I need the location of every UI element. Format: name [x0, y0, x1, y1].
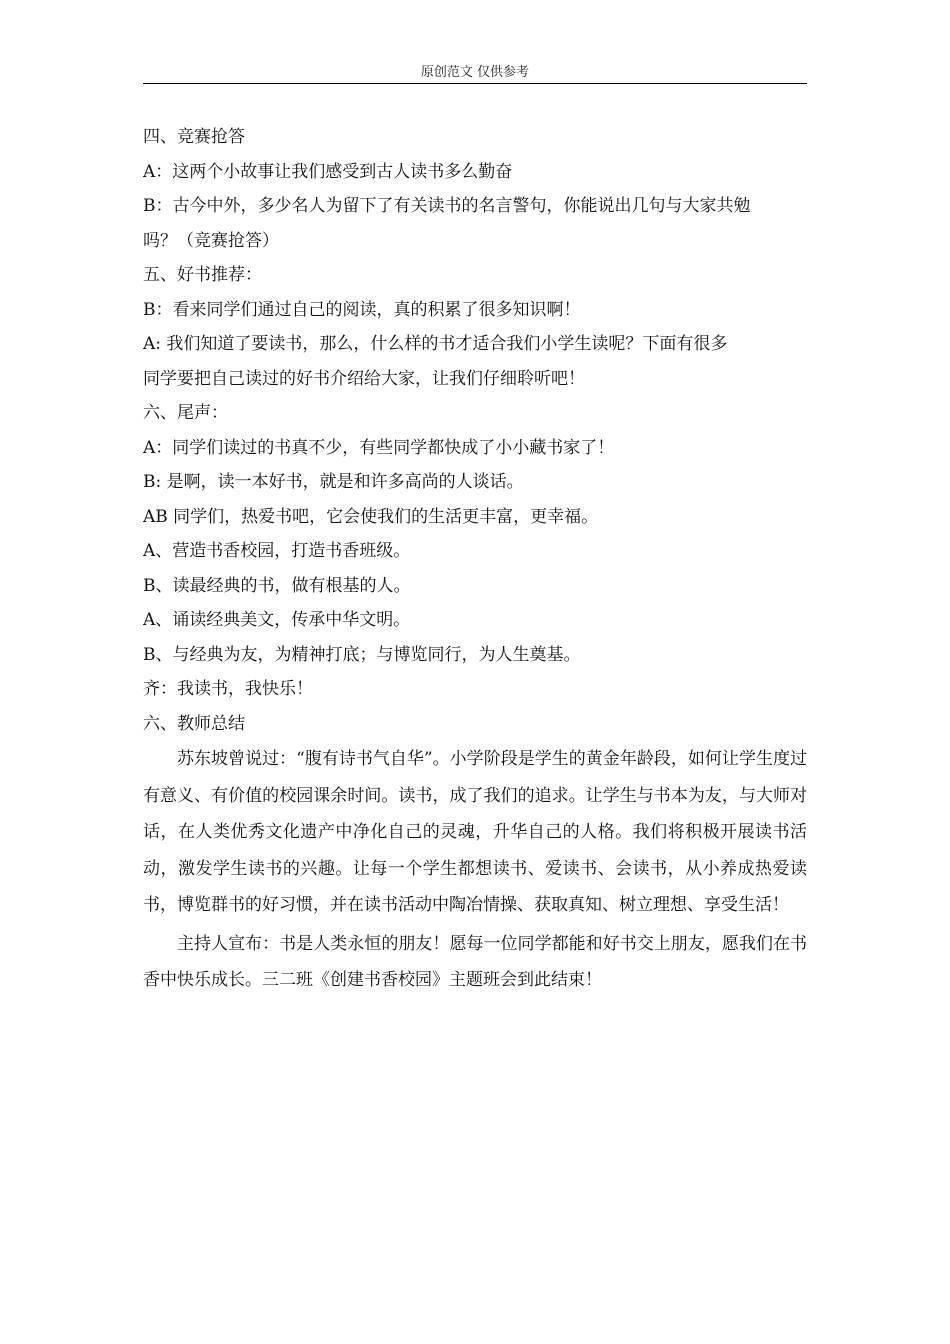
dialogue-line: B、与经典为友，为精神打底；与博览同行，为人生奠基。	[143, 644, 581, 665]
dialogue-line: A：同学们读过的书真不少，有些同学都快成了小小藏书家了！	[143, 437, 615, 458]
dialogue-line: A、营造书香校园，打造书香班级。	[143, 541, 411, 561]
section-heading: 六、教师总结	[143, 713, 245, 734]
dialogue-line: B：看来同学们通过自己的阅读，真的积累了很多知识啊！	[143, 299, 581, 320]
dialogue-line: B、读最经典的书，做有根基的人。	[143, 575, 411, 596]
section-heading: 五、好书推荐：	[143, 265, 262, 285]
dialogue-line: A、诵读经典美文，传承中华文明。	[143, 610, 411, 630]
dialogue-line: B：古今中外，多少名人为留下了有关读书的名言警句，你能说出几句与大家共勉	[143, 196, 751, 216]
dialogue-line: B: 是啊，读一本好书，就是和许多高尚的人谈话。	[143, 472, 524, 492]
dialogue-line: AB 同学们，热爱书吧，它会使我们的生活更丰富，更幸福。	[143, 506, 599, 527]
section-heading: 六、尾声：	[143, 403, 228, 423]
document-body	[143, 120, 807, 999]
header-rule	[143, 83, 807, 84]
dialogue-line: 同学要把自己读过的好书介绍给大家，让我们仔细聆听吧！	[143, 368, 585, 389]
dialogue-line: 吗？（竞赛抢答）	[143, 230, 279, 251]
summary-paragraph: 苏东坡曾说过：“腹有诗书气自华”。小学阶段是学生的黄金年龄段，如何让学生度过有意义、有价值的校园课余时间。读书，成了我们的追求。让学生与书本为友，与大师对话，在人类优秀文化遗产中净化自己的灵魂，升华自己的人格。我们将积极开展读书活动，激发学生读书的兴趣。让每一个学生都想读书、爱读书、会读书，从小养成热爱读书，博览群书的好习惯，并在读书活动中陶冶情操、获取真知、树立理想、享受生活！	[143, 749, 807, 915]
section-heading: 四、竞赛抢答	[143, 127, 245, 147]
closing-paragraph: 主持人宣布：书是人类永恒的朋友！愿每一位同学都能和好书交上朋友，愿我们在书香中快乐成长。三二班《创建书香校园》主题班会到此结束！	[143, 933, 807, 990]
dialogue-line: A：这两个小故事让我们感受到古人读书多么勤奋	[143, 161, 513, 182]
page-header: 原创范文 仅供参考	[420, 65, 530, 80]
dialogue-line: A: 我们知道了要读书，那么，什么样的书才适合我们小学生读呢？下面有很多	[143, 334, 728, 354]
dialogue-line: 齐：我读书，我快乐！	[143, 679, 313, 699]
